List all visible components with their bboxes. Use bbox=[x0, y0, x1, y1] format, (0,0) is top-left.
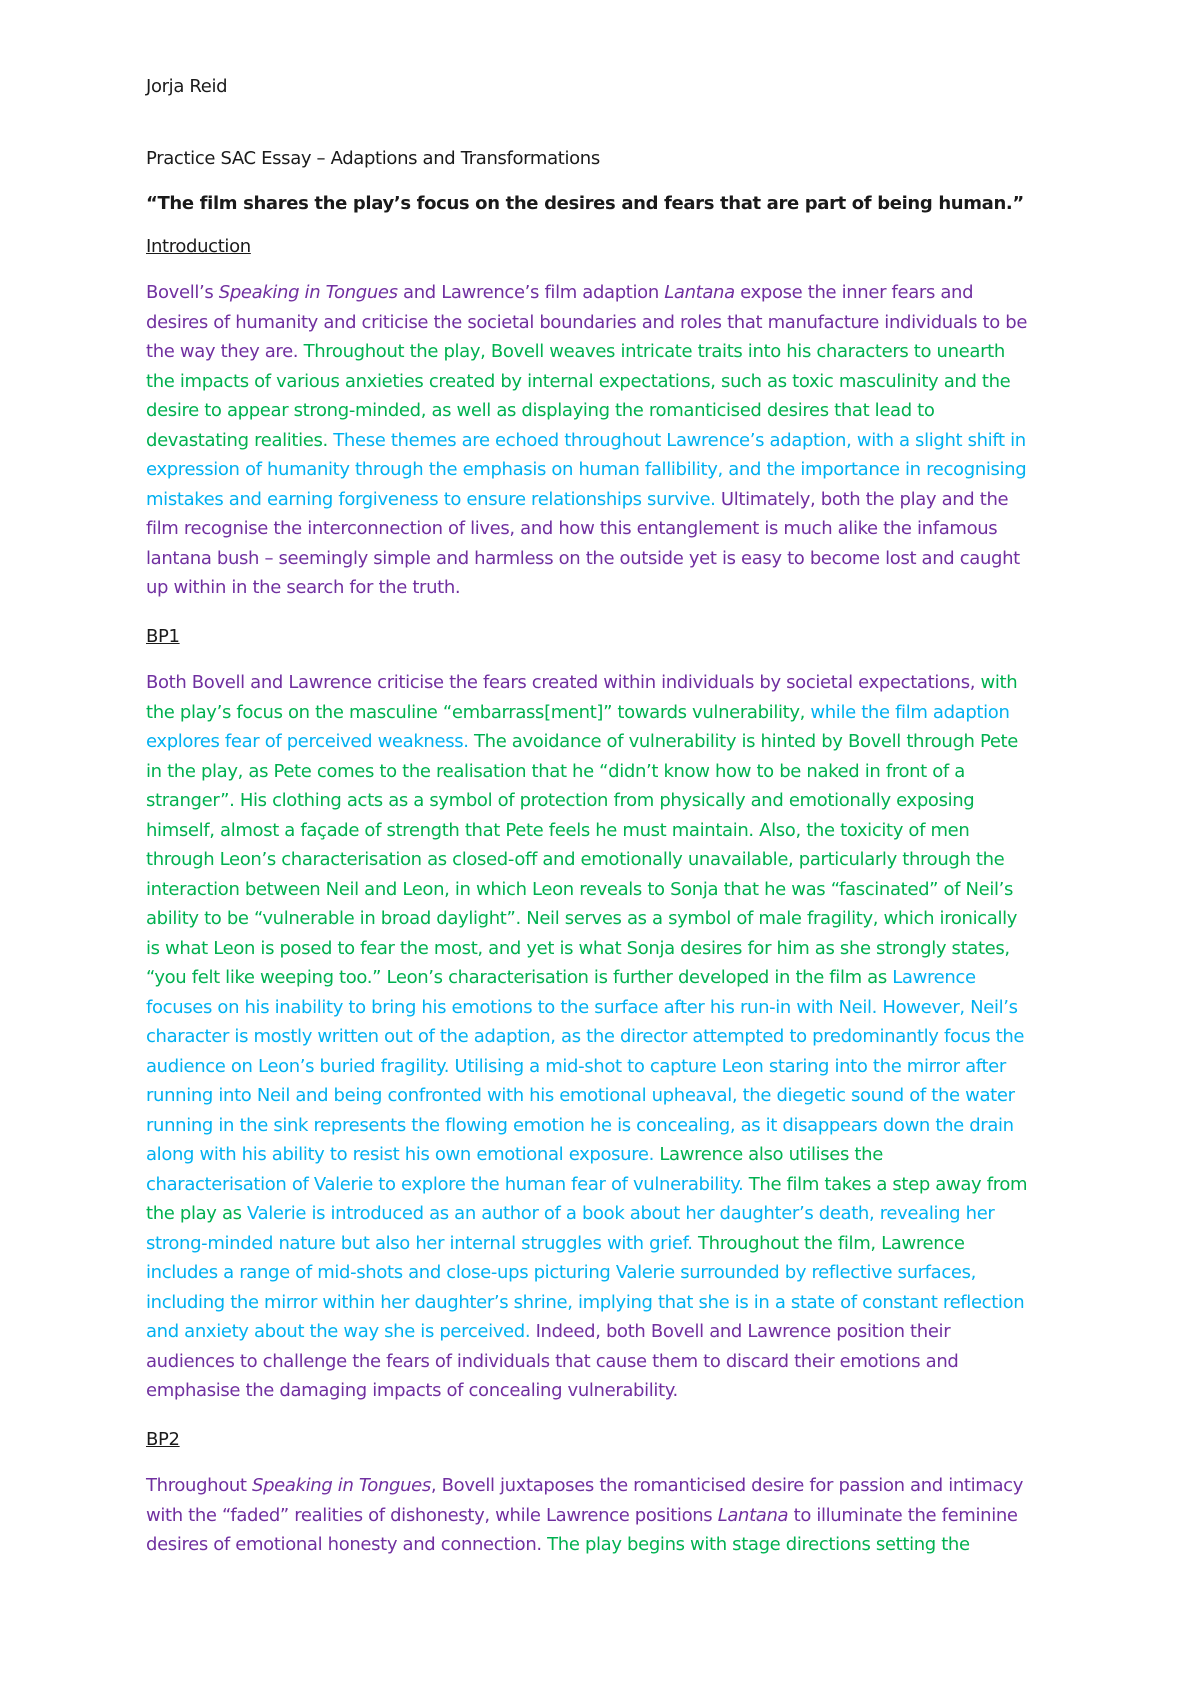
text-run: expression of humanity through the emphasis on human fallibility, and the importance in recognising bbox=[146, 459, 1027, 480]
paragraph-line bbox=[146, 573, 1076, 603]
text-run: stranger”. His clothing acts as a symbol of protection from physically and emotionally exposing bbox=[146, 790, 975, 811]
text-run: “you felt like weeping too.” Leon’s characterisation is further developed in the film as bbox=[146, 967, 893, 988]
text-run: Indeed, both Bovell and Lawrence position their bbox=[535, 1321, 951, 1342]
text-run: focuses on his inability to bring his emotions to the surface after his run-in with Neil. However, Neil’s bbox=[146, 996, 1018, 1018]
paragraph-line bbox=[146, 544, 1076, 574]
italic-title-text: Speaking in Tongues bbox=[218, 282, 398, 303]
paragraph-line bbox=[146, 816, 1076, 846]
text-run: the play’s focus on the masculine “embarrass[ment]” towards vulnerability, bbox=[146, 701, 811, 723]
text-run: audience on Leon’s buried fragility. Utilising a mid-shot to capture Leon staring into the mirror after bbox=[146, 1055, 1006, 1077]
paragraph-line bbox=[146, 1081, 1076, 1111]
author-name: Jorja Reid bbox=[146, 76, 228, 97]
paragraph-line bbox=[146, 308, 1076, 338]
text-run: Valerie is introduced as an author of a book about her daughter’s death, revealing her bbox=[247, 1203, 995, 1224]
paragraph-line bbox=[146, 934, 1076, 964]
paragraph-line bbox=[146, 1471, 1076, 1501]
text-run: in the play, as Pete comes to the realisation that he “didn’t know how to be naked in front of a bbox=[146, 760, 965, 782]
text-run: desires of emotional honesty and connection. bbox=[146, 1534, 548, 1555]
text-run: characterisation of Valerie to explore the human fear of vulnerability. bbox=[146, 1173, 749, 1195]
text-run: Throughout bbox=[146, 1475, 253, 1496]
paragraph-line bbox=[146, 514, 1076, 544]
paragraph-line bbox=[146, 1140, 1076, 1170]
text-run: Lawrence also utilises the bbox=[659, 1144, 883, 1165]
text-run: devastating realities. bbox=[146, 429, 334, 451]
paragraph-line bbox=[146, 1501, 1076, 1531]
text-run: emphasise the damaging impacts of concealing vulnerability. bbox=[146, 1380, 678, 1401]
text-run: up within in the search for the truth. bbox=[146, 577, 461, 598]
text-run: with bbox=[980, 672, 1018, 693]
text-run: audiences to challenge the fears of individuals that cause them to discard their emotions and bbox=[146, 1350, 959, 1372]
text-run: film recognise the interconnection of lives, and how this entanglement is much alike the infamous bbox=[146, 518, 998, 539]
italic-title-text: Lantana bbox=[717, 1504, 789, 1526]
text-run: character is mostly written out of the adaption, as the director attempted to predominantly focus the bbox=[146, 1026, 1025, 1047]
paragraph-line bbox=[146, 1317, 1076, 1347]
text-run: Throughout the film, Lawrence bbox=[698, 1232, 965, 1254]
text-run: desire to appear strong-minded, as well as displaying the romanticised desires that lead to bbox=[146, 400, 935, 421]
paragraph-line bbox=[146, 337, 1076, 367]
text-run: interaction between Neil and Leon, in which Leon reveals to Sonja that he was “fascinated” of Neil’s bbox=[146, 878, 1014, 900]
paragraph-line bbox=[146, 1022, 1076, 1052]
section-heading: Introduction bbox=[146, 235, 251, 257]
text-run: the impacts of various anxieties created by internal expectations, such as toxic masculinity and the bbox=[146, 370, 1011, 392]
paragraph-line bbox=[146, 367, 1076, 397]
paragraph-line bbox=[146, 1530, 1076, 1560]
text-run: is what Leon is posed to fear the most, and yet is what Sonja desires for him as she strongly states, bbox=[146, 937, 1010, 959]
paragraph-line bbox=[146, 668, 1076, 698]
text-run: The avoidance of vulnerability is hinted by Bovell through Pete bbox=[474, 731, 1018, 752]
text-run: to illuminate the feminine bbox=[788, 1504, 1018, 1526]
paragraph-line bbox=[146, 1288, 1076, 1318]
paragraph-line bbox=[146, 455, 1076, 485]
essay-title: Practice SAC Essay – Adaptions and Transformations bbox=[146, 147, 600, 169]
text-run: Both Bovell and Lawrence criticise the fears created within individuals by societal expectations, bbox=[146, 672, 981, 693]
text-run: Bovell’s bbox=[146, 282, 219, 303]
text-run: expose the inner fears and bbox=[734, 282, 974, 303]
paragraph-line bbox=[146, 698, 1076, 728]
paragraph-line bbox=[146, 963, 1076, 993]
text-run: Throughout the play, Bovell weaves intricate traits into his characters to unearth bbox=[303, 341, 1005, 362]
paragraph-line bbox=[146, 396, 1076, 426]
section-heading: BP1 bbox=[146, 625, 180, 647]
text-run: including the mirror within her daughter’s shrine, implying that she is in a state of constant reflection bbox=[146, 1291, 1025, 1313]
text-run: These themes are echoed throughout Lawrence’s adaption, with a slight shift in bbox=[333, 429, 1026, 451]
text-run: includes a range of mid-shots and close-ups picturing Valerie surrounded by reflective surfaces, bbox=[146, 1262, 977, 1283]
text-run: strong-minded nature but also her internal struggles with grief. bbox=[146, 1232, 699, 1254]
paragraph-line bbox=[146, 1347, 1076, 1377]
text-run: and Lawrence’s film adaption bbox=[397, 282, 665, 303]
paragraph-line bbox=[146, 1199, 1076, 1229]
paragraph-line bbox=[146, 1229, 1076, 1259]
text-run: with the “faded” realities of dishonesty, while Lawrence positions bbox=[146, 1504, 718, 1526]
paragraph-line bbox=[146, 845, 1076, 875]
text-run: running in the sink represents the flowing emotion he is concealing, as it disappears down the drain bbox=[146, 1114, 1014, 1136]
text-run: The film takes a step away from bbox=[748, 1173, 1028, 1195]
italic-title-text: Lantana bbox=[664, 282, 735, 303]
paragraph-line bbox=[146, 875, 1076, 905]
paragraph-line bbox=[146, 993, 1076, 1023]
paragraph-line bbox=[146, 1111, 1076, 1141]
text-run: ability to be “vulnerable in broad daylight”. Neil serves as a symbol of male fragility, which ironically bbox=[146, 908, 1018, 929]
text-run: the way they are. bbox=[146, 341, 304, 362]
section-paragraph bbox=[146, 1471, 1076, 1560]
text-run: lantana bush – seemingly simple and harmless on the outside yet is easy to become lost and caught bbox=[146, 547, 1020, 569]
paragraph-line bbox=[146, 786, 1076, 816]
paragraph-line bbox=[146, 426, 1076, 456]
text-run: explores fear of perceived weakness. bbox=[146, 731, 474, 752]
text-run: the play as bbox=[146, 1203, 248, 1224]
paragraph-line bbox=[146, 1258, 1076, 1288]
text-run: running into Neil and being confronted with his emotional upheaval, the diegetic sound of the water bbox=[146, 1085, 1015, 1106]
text-run: The play begins with stage directions setting the bbox=[547, 1534, 970, 1555]
text-run: through Leon’s characterisation as closed-off and emotionally unavailable, particularly through the bbox=[146, 849, 1005, 870]
essay-prompt: “The film shares the play’s focus on the desires and fears that are part of being human.” bbox=[146, 193, 1024, 214]
text-run: mistakes and earning forgiveness to ensure relationships survive. bbox=[146, 488, 721, 510]
paragraph-line bbox=[146, 485, 1076, 515]
text-run: desires of humanity and criticise the societal boundaries and roles that manufacture individuals to be bbox=[146, 311, 1028, 333]
text-run: Lawrence bbox=[892, 967, 976, 988]
paragraph-line bbox=[146, 1376, 1076, 1406]
paragraph-line bbox=[146, 727, 1076, 757]
text-run: himself, almost a façade of strength that Pete feels he must maintain. Also, the toxicity of men bbox=[146, 819, 970, 841]
section-paragraph bbox=[146, 668, 1076, 1406]
paragraph-line bbox=[146, 757, 1076, 787]
section-paragraph bbox=[146, 278, 1076, 603]
essay-sections bbox=[146, 232, 1076, 1560]
text-run: while the film adaption bbox=[810, 701, 1010, 723]
text-run: along with his ability to resist his own emotional exposure. bbox=[146, 1144, 660, 1165]
italic-title-text: Speaking in Tongues bbox=[252, 1475, 431, 1496]
text-run: Ultimately, both the play and the bbox=[720, 488, 1009, 510]
paragraph-line bbox=[146, 904, 1076, 934]
paragraph-line bbox=[146, 278, 1076, 308]
paragraph-line bbox=[146, 1052, 1076, 1082]
section-heading: BP2 bbox=[146, 1428, 180, 1450]
text-run: , Bovell juxtaposes the romanticised desire for passion and intimacy bbox=[430, 1475, 1023, 1496]
paragraph-line bbox=[146, 1170, 1076, 1200]
text-run: and anxiety about the way she is perceived. bbox=[146, 1321, 536, 1342]
document-body bbox=[146, 72, 1076, 1579]
